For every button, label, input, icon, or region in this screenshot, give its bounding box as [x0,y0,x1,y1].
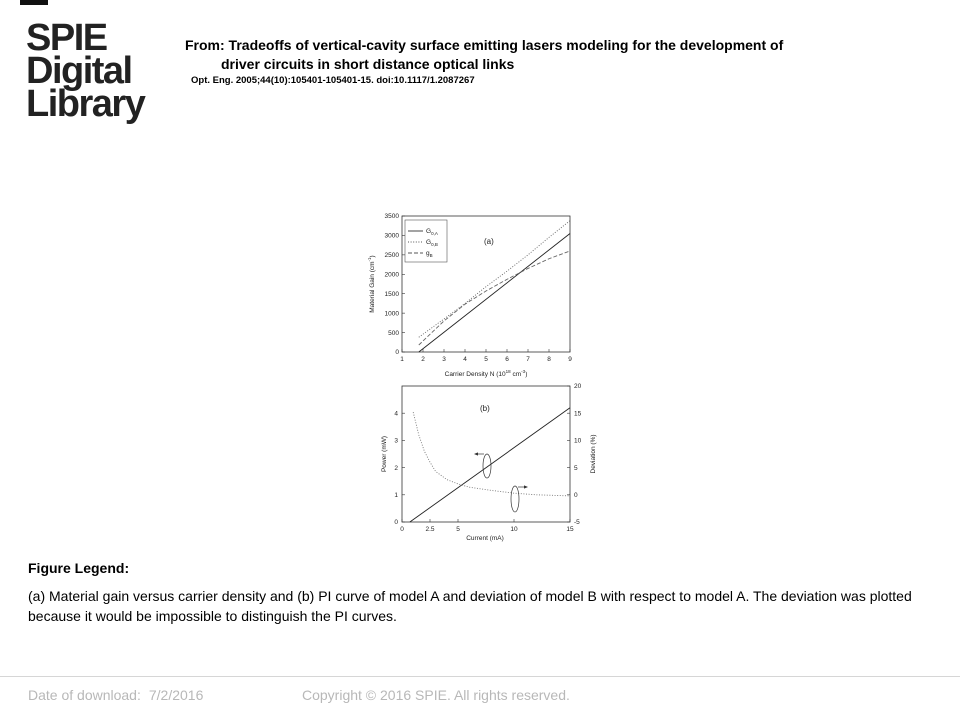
panel-b-xtick-label: 10 [510,526,518,533]
figure-legend-text: (a) Material gain versus carrier density and (b) PI curve of model A and deviation of model B with respect to model A. The deviation was plotted because it would be impossible to distinguish the PI curves. [28,588,912,624]
panel-b-label: (b) [480,404,490,413]
panel-b-xtick-label: 0 [400,526,404,533]
panel-b-ytick-right-label: 5 [574,464,578,472]
panel-b-series-0 [410,408,570,522]
panel-b-ytick-left-label: 2 [394,464,398,472]
legend-label-g0b: $G_{0,B}$ [426,239,438,247]
figure-legend-heading: Figure Legend: [28,560,130,576]
panel-a-ytick-label: 3500 [384,213,399,221]
panel-a-xtick-label: 4 [463,356,467,363]
legend-label-g0a: $G_{0,A}$ [426,228,438,236]
panel-b-ylabel-left: Power (mW) [381,435,388,473]
panel-a [367,213,572,378]
panel-a-xlabel: Carrier Density N ($10^{18}$ $cm^{-3}$) [444,369,528,378]
panel-b-ytick-right-label: 15 [574,410,582,418]
download-date-label: Date of download: [28,687,141,703]
panel-a-ytick-label: 0 [395,349,399,357]
panel-a-ytick-label: 2000 [384,271,399,279]
panel-a-ytick-label: 1000 [384,310,399,318]
corner-mark [20,0,48,5]
panel-a-ytick-label: 1500 [384,290,399,298]
right-axis-indicator [511,485,528,512]
panel-a-ytick-label: 3000 [384,232,399,240]
panel-a-label: (a) [484,237,494,246]
panel-a-xtick-label: 6 [505,356,509,363]
panel-b-xtick-label: 15 [566,526,574,533]
panel-a-xtick-label: 3 [442,356,446,363]
article-citation: Opt. Eng. 2005;44(10):105401-105401-15. doi:10.1117/1.2087267 [191,75,475,86]
panel-a-series-2 [419,251,570,345]
panel-a-xtick-label: 2 [421,356,425,363]
legend-label-gb: $g_B$ [426,250,433,258]
panel-b-ytick-right-label: 20 [574,383,582,391]
figure [360,208,600,548]
panel-a-xtick-label: 1 [400,356,404,363]
panel-a-ylabel: Material Gain $(cm^{-1})$ [367,255,376,313]
panel-b-ytick-left-label: 3 [394,437,398,445]
download-date-value: 7/2/2016 [148,687,204,703]
logo-line-2: Digital [26,50,132,92]
panel-b-ytick-left-label: 4 [394,410,398,418]
panel-b [381,383,597,542]
panel-b-ytick-right-label: 0 [574,492,578,499]
panel-a-legend [405,220,447,262]
panel-b-ytick-left-label: 0 [394,519,398,527]
logo-line-3: Library [26,83,145,125]
figure-svg [360,208,600,543]
panel-b-ytick-right-label: 10 [574,437,582,445]
panel-b-ylabel-right: Deviation (%) [590,434,597,474]
copyright-notice: Copyright © 2016 SPIE. All rights reserved. [302,687,570,703]
panel-b-xtick-label: 2.5 [425,526,435,533]
article-title [185,36,905,74]
panel-b-xlabel: Current (mA) [466,535,504,542]
download-date [28,687,203,703]
panel-a-xtick-label: 9 [568,356,572,363]
logo-line-1: SPIE [26,17,107,59]
panel-b-ytick-right-label: -5 [574,519,580,527]
article-title-line-2: driver circuits in short distance optical links [221,56,515,72]
panel-b-xtick-label: 5 [456,526,460,533]
spie-digital-library-logo[interactable] [26,17,145,125]
panel-b-ytick-left-label: 1 [394,492,398,499]
panel-a-xtick-label: 8 [547,356,551,363]
panel-a-xtick-label: 5 [484,356,488,363]
panel-a-ytick-label: 500 [388,329,399,337]
article-title-line-1: From: Tradeoffs of vertical-cavity surface emitting lasers modeling for the development of [185,37,784,53]
footer-divider [0,676,960,677]
panel-a-ytick-label: 2500 [384,252,399,260]
panel-a-xtick-label: 7 [526,356,530,363]
